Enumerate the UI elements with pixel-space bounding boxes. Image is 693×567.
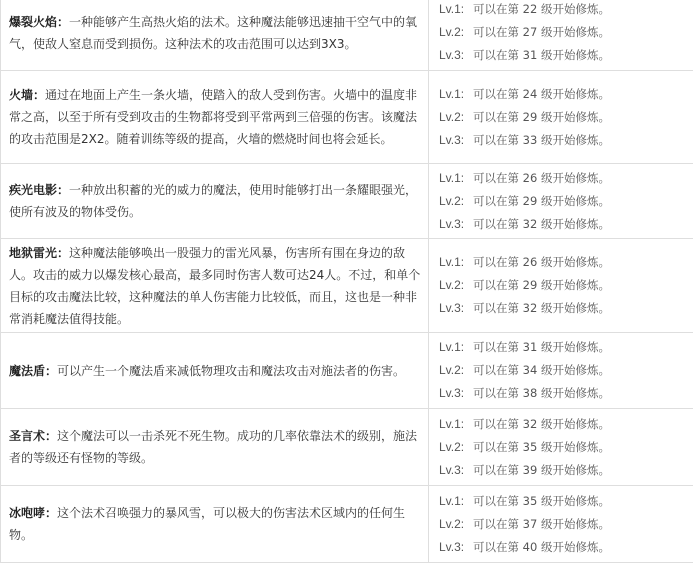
level-requirement: 可以在第 32 级开始修炼。 bbox=[473, 301, 610, 315]
skill-levels-cell bbox=[429, 164, 693, 239]
level-requirement: 可以在第 32 级开始修炼。 bbox=[473, 216, 610, 231]
level-row bbox=[439, 490, 693, 513]
level-row bbox=[439, 336, 693, 359]
level-row bbox=[439, 297, 693, 320]
level-label: Lv.3: bbox=[439, 216, 465, 231]
level-requirement: 可以在第 31 级开始修炼。 bbox=[473, 48, 610, 62]
skill-description-cell bbox=[1, 409, 429, 486]
level-requirement: 可以在第 26 级开始修炼。 bbox=[473, 170, 610, 185]
level-row bbox=[439, 106, 693, 129]
level-label: Lv.1: bbox=[439, 493, 465, 508]
level-requirement: 可以在第 29 级开始修炼。 bbox=[473, 278, 610, 292]
level-row bbox=[439, 436, 693, 459]
skill-description-cell bbox=[1, 71, 429, 164]
level-label: Lv.2: bbox=[439, 363, 465, 377]
level-row bbox=[439, 536, 693, 559]
level-row bbox=[439, 44, 693, 67]
level-row bbox=[439, 167, 693, 190]
level-requirement: 可以在第 34 级开始修炼。 bbox=[473, 363, 610, 377]
level-label: Lv.3: bbox=[439, 462, 465, 477]
skill-description-cell bbox=[1, 0, 429, 71]
level-requirement: 可以在第 29 级开始修炼。 bbox=[473, 193, 610, 208]
skill-description-cell bbox=[1, 164, 429, 239]
level-label: Lv.1: bbox=[439, 255, 465, 269]
skill-description: 可以产生一个魔法盾来减低物理攻击和魔法攻击对施法者的伤害。 bbox=[57, 363, 406, 378]
skill-levels-cell bbox=[429, 71, 693, 164]
skill-description: 这种魔法能够唤出一股强力的雷光风暴，伤害所有围在身边的敌人。攻击的威力以爆发核心最高，最多同时伤害人数可达24人。不过，和单个目标的攻击魔法比较，这种魔法的单人伤害能力比较低，而且，这也是一种非常消耗魔法值得技能。 bbox=[9, 245, 421, 326]
level-label: Lv.3: bbox=[439, 539, 465, 554]
level-row bbox=[439, 190, 693, 213]
level-label: Lv.3: bbox=[439, 386, 465, 400]
level-requirement: 可以在第 31 级开始修炼。 bbox=[473, 340, 610, 354]
level-row bbox=[439, 21, 693, 44]
skill-description-cell bbox=[1, 486, 429, 563]
level-row bbox=[439, 359, 693, 382]
level-requirement: 可以在第 27 级开始修炼。 bbox=[473, 25, 610, 39]
level-row bbox=[439, 129, 693, 152]
skill-name: 魔法盾： bbox=[9, 363, 58, 378]
skill-name: 火墙： bbox=[9, 88, 46, 102]
skill-row bbox=[1, 486, 693, 563]
level-row bbox=[439, 413, 693, 436]
level-label: Lv.1: bbox=[439, 170, 465, 185]
skill-description-cell bbox=[1, 239, 429, 333]
level-requirement: 可以在第 24 级开始修炼。 bbox=[473, 86, 610, 101]
level-requirement: 可以在第 37 级开始修炼。 bbox=[473, 516, 610, 531]
level-requirement: 可以在第 38 级开始修炼。 bbox=[473, 386, 610, 400]
skill-name: 疾光电影： bbox=[9, 183, 70, 197]
skill-row bbox=[1, 71, 693, 164]
level-label: Lv.1: bbox=[439, 416, 465, 431]
level-requirement: 可以在第 33 级开始修炼。 bbox=[473, 132, 610, 147]
level-requirement: 可以在第 26 级开始修炼。 bbox=[473, 255, 610, 269]
level-row bbox=[439, 251, 693, 274]
level-row bbox=[439, 274, 693, 297]
level-label: Lv.3: bbox=[439, 48, 465, 62]
skill-row bbox=[1, 0, 693, 71]
level-label: Lv.2: bbox=[439, 278, 465, 292]
skill-description: 这个法术召唤强力的暴风雪，可以极大的伤害法术区域内的任何生物。 bbox=[9, 506, 406, 542]
level-label: Lv.3: bbox=[439, 132, 465, 147]
skill-row bbox=[1, 239, 693, 333]
skill-levels-cell bbox=[429, 239, 693, 333]
level-row bbox=[439, 382, 693, 405]
level-label: Lv.1: bbox=[439, 2, 465, 16]
level-row bbox=[439, 213, 693, 236]
skill-row bbox=[1, 409, 693, 486]
level-label: Lv.2: bbox=[439, 109, 465, 124]
level-requirement: 可以在第 22 级开始修炼。 bbox=[473, 2, 610, 16]
skill-description: 这个魔法可以一击杀死不死生物。成功的几率依靠法术的级别，施法者的等级还有怪物的等级。 bbox=[9, 429, 418, 465]
level-row bbox=[439, 459, 693, 482]
level-label: Lv.2: bbox=[439, 193, 465, 208]
skill-row bbox=[1, 333, 693, 409]
skill-levels-cell bbox=[429, 486, 693, 563]
skill-name: 地狱雷光： bbox=[9, 245, 70, 260]
level-requirement: 可以在第 40 级开始修炼。 bbox=[473, 539, 610, 554]
level-label: Lv.2: bbox=[439, 25, 465, 39]
skill-levels-cell bbox=[429, 0, 693, 71]
level-requirement: 可以在第 39 级开始修炼。 bbox=[473, 462, 610, 477]
level-label: Lv.1: bbox=[439, 340, 465, 354]
level-row bbox=[439, 83, 693, 106]
level-label: Lv.2: bbox=[439, 439, 465, 454]
skill-description-cell bbox=[1, 333, 429, 409]
level-label: Lv.2: bbox=[439, 516, 465, 531]
skill-name: 爆裂火焰： bbox=[9, 14, 70, 29]
skill-description: 通过在地面上产生一条火墙，使踏入的敌人受到伤害。火墙中的温度非常之高，以至于所有受到攻击的生物都将受到平常两到三倍强的伤害。该魔法的攻击范围是2X2。随着训练等级的提高，火墙的燃烧时间也将会延长。 bbox=[9, 88, 418, 146]
level-row bbox=[439, 513, 693, 536]
skill-description: 一种放出积蓄的光的威力的魔法，使用时能够打出一条耀眼强光，使所有波及的物体受伤。 bbox=[9, 183, 418, 219]
level-requirement: 可以在第 32 级开始修炼。 bbox=[473, 416, 610, 431]
level-label: Lv.3: bbox=[439, 301, 465, 315]
level-label: Lv.1: bbox=[439, 86, 465, 101]
level-requirement: 可以在第 29 级开始修炼。 bbox=[473, 109, 610, 124]
skill-description: 一种能够产生高热火焰的法术。这种魔法能够迅速抽干空气中的氧气，使敌人窒息而受到损伤。这种法术的攻击范围可以达到3X3。 bbox=[9, 14, 418, 51]
level-requirement: 可以在第 35 级开始修炼。 bbox=[473, 493, 610, 508]
skill-levels-cell bbox=[429, 409, 693, 486]
skill-name: 冰咆哮： bbox=[9, 506, 58, 520]
level-requirement: 可以在第 35 级开始修炼。 bbox=[473, 439, 610, 454]
level-row bbox=[439, 0, 693, 21]
skill-name: 圣言术： bbox=[9, 429, 58, 443]
skill-levels-cell bbox=[429, 333, 693, 409]
skill-row bbox=[1, 164, 693, 239]
